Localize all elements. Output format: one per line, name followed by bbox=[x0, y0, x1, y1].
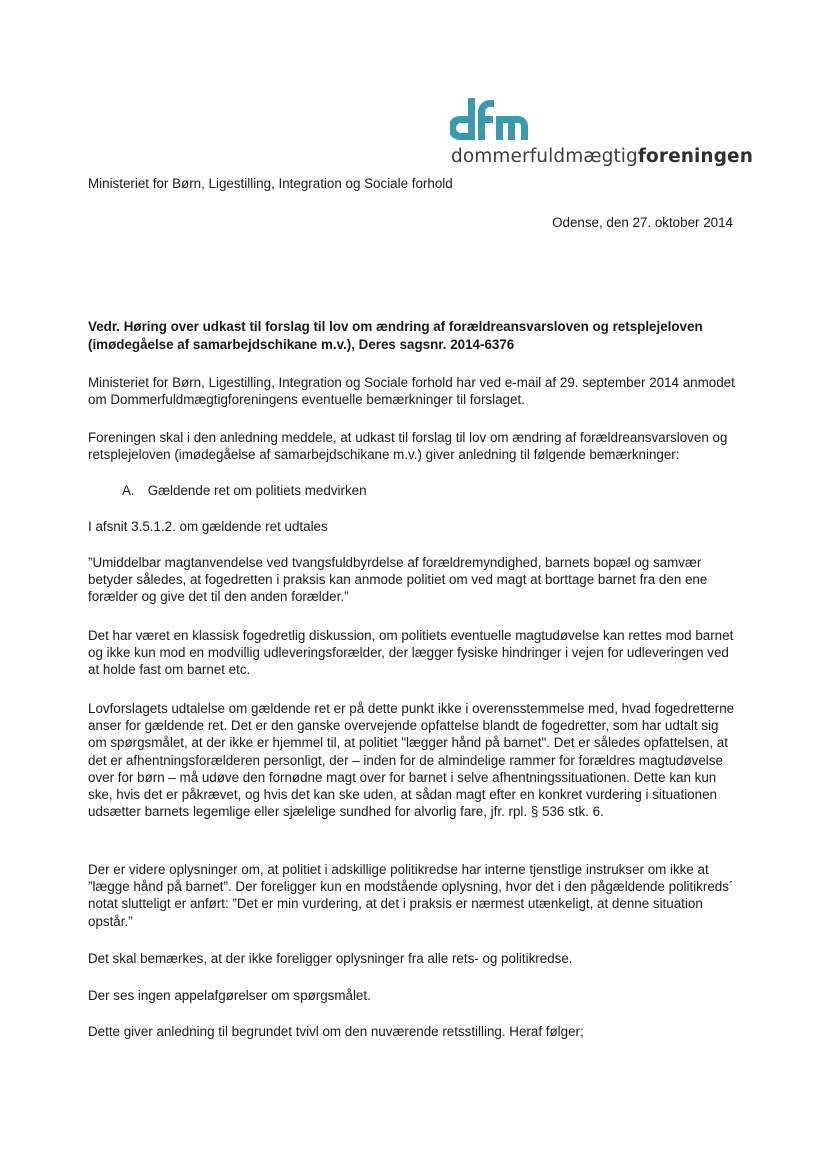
quote-paragraph: ”Umiddelbar magtanvendelse ved tvangsfuldbyrdelse af forældremyndighed, barnets bopæl og samvær betyder således, at fogedretten i praksis kan anmode politiet om ved magt at borttage barnet fra den ene forælder og give det til den anden forælder.” bbox=[88, 555, 708, 605]
section-heading-a bbox=[122, 483, 367, 498]
paragraph-3: I afsnit 3.5.1.2. om gældende ret udtales bbox=[88, 519, 328, 534]
logo-name-regular: dommerfuldmægtig bbox=[451, 146, 638, 167]
dfm-logo-icon bbox=[450, 96, 530, 146]
paragraph-8: Det skal bemærkes, at der ikke foreligger oplysninger fra alle rets- og politikredse. bbox=[88, 951, 573, 966]
subject-heading: Vedr. Høring over udkast til forslag til lov om ændring af forældreansvarsloven og retsplejeloven (imødegåelse af samarbejdschikane m.v.), Deres sagsnr. 2014-6376 bbox=[88, 319, 703, 352]
paragraph-9: Der ses ingen appelafgørelser om spørgsmålet. bbox=[88, 988, 371, 1003]
paragraph-6: Lovforslagets udtalelse om gældende ret er på dette punkt ikke i overensstemmelse med, hvad fogedretterne anser for gældende ret. Det er den ganske overvejende opfattelse blandt de fogedretter, som har udtalt sig om spørgsmålet, at der ikke er hjemmel til, at politiet "lægger hånd på barnet". Det er således opfattelsen, at det er afhentningsforælderen personligt, der – inden for de almindelige rammer for forældres magtudøvelse over for børn – må udøve den fornødne magt over for barnet i selve afhentningssituationen. Dette kan kun ske, hvis det er påkrævet, og hvis det kan ske uden, at sådan magt efter en konkret vurdering i situationen udsætter barnets legemlige eller sjælelige sundhed for alvorlig fare, jfr. rpl. § 536 stk. 6. bbox=[88, 701, 735, 820]
paragraph-2: Foreningen skal i den anledning meddele, at udkast til forslag til lov om ændring af forældreansvarsloven og retsplejeloven (imødegåelse af samarbejdschikane m.v.) giver anledning til følgende bemærkninger: bbox=[88, 430, 728, 463]
paragraph-7: Der er videre oplysninger om, at politiet i adskillige politikredse har interne tjenstlige instrukser om ikke at ”lægge hånd på barnet”. Der foreligger kun en modstående oplysning, hvor det i den pågældende politikreds´ notat slutteligt er anført: ”Det er min vurdering, at det i praksis er nærmest utænkeligt, at denne situation opstår.” bbox=[88, 862, 734, 929]
paragraph-10: Dette giver anledning til begrundet tvivl om den nuværende retsstilling. Heraf følger; bbox=[88, 1024, 584, 1039]
letter-date: Odense, den 27. oktober 2014 bbox=[552, 215, 733, 230]
paragraph-5: Det har været en klassisk fogedretlig diskussion, om politiets eventuelle magtudøvelse kan rettes mod barnet og ikke kun mod en modvillig udleveringsforælder, der lægger fysiske hindringer i vejen for udleveringen ved at holde fast om barnet etc. bbox=[88, 628, 734, 678]
section-number: A. bbox=[122, 483, 135, 498]
section-title: Gældende ret om politiets medvirken bbox=[147, 483, 367, 498]
paragraph-1: Ministeriet for Børn, Ligestilling, Integration og Sociale forhold har ved e-mail af 29. september 2014 anmodet om Dommerfuldmægtigforeningens eventuelle bemærkninger til forslaget. bbox=[88, 375, 735, 408]
logo-name-bold: foreningen bbox=[637, 146, 753, 167]
logo bbox=[450, 96, 753, 170]
logo-wordmark bbox=[451, 146, 753, 167]
recipient: Ministeriet for Børn, Ligestilling, Integration og Sociale forhold bbox=[88, 176, 453, 191]
